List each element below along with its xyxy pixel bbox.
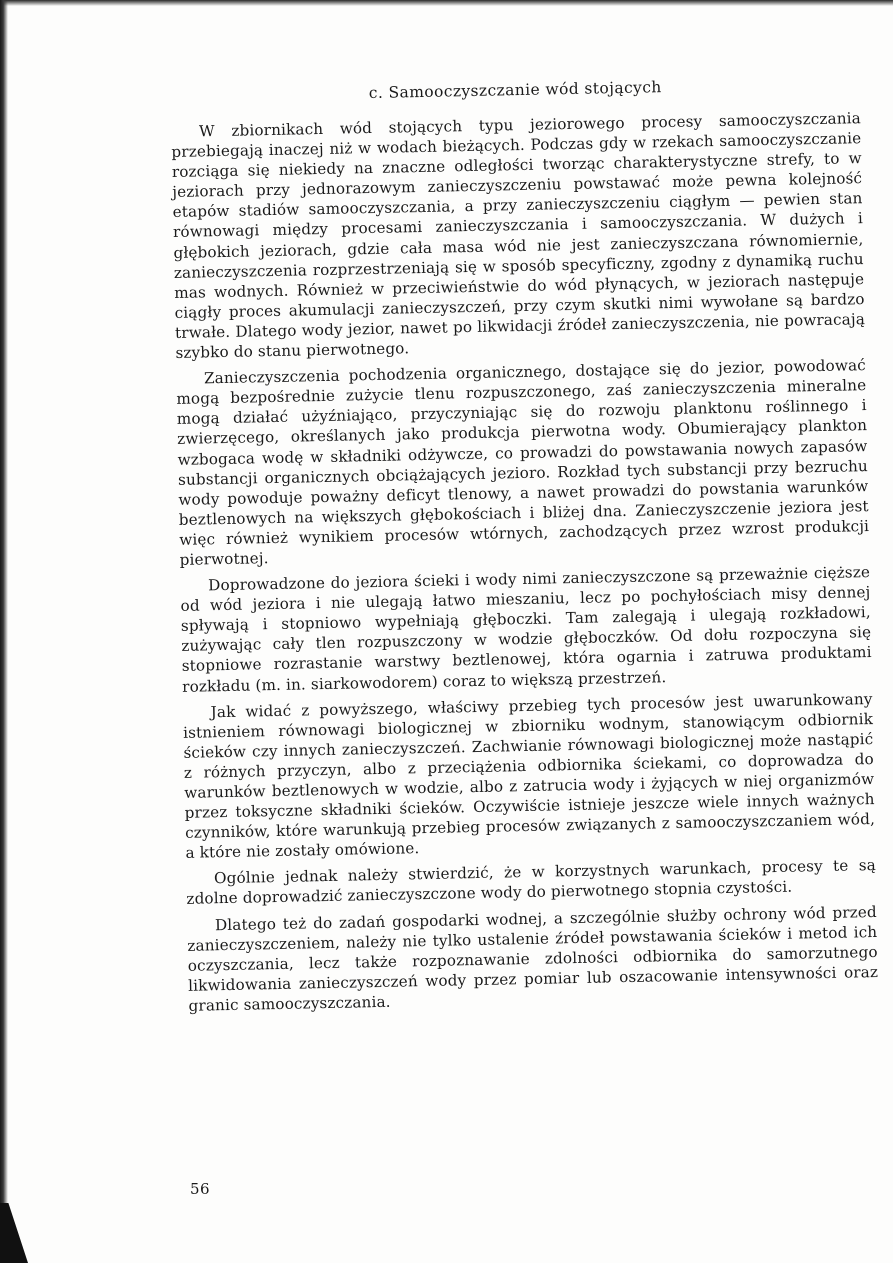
paragraph: Dlatego też do zadań gospodarki wodnej, a szczególnie służby ochrony wód przed zanieczyszczeniem, należy nie tylko ustalenie źródeł powstawania ścieków i metod ich oczyszczania, lecz także rozpoznawanie zdolności odbiornika do samorzutnego likwidowania zanieczyszczeń wody przez pomiar lub oszacowanie intensywności oraz granic samooczyszczania.: [187, 902, 879, 1015]
section-title: c. Samooczyszczanie wód stojących: [368, 78, 662, 103]
page-number: 56: [190, 1180, 211, 1198]
paragraph: W zbiornikach wód stojących typu jeziorowego procesy samooczyszczania przebiegają inaczej niż w wodach bieżących. Podczas gdy w rzekach samooczyszczanie rozciąga się niekiedy na znaczne odległości tworząc charakterystyczne strefy, to w jeziorach przy jednorazowym zanieczyszczeniu powstawać może pewna kolejność etapów stadiów samooczyszczania, a przy zanieczyszczeniu ciągłym — pewien stan równowagi między procesami zanieczyszczania i samooczyszczania. W dużych i głębokich jeziorach, gdzie cała masa wód nie jest zanieczyszczana równomiernie, zanieczyszczenia rozprzestrzeniają się w sposób specyficzny, zgodny z dynamiką ruchu mas wodnych. Również w przeciwieństwie do wód płynących, w jeziorach następuje ciągły proces akumulacji zanieczyszczeń, przy czym skutki nimi wywołane są bardzo trwałe. Dlatego wody jezior, nawet po likwidacji źródeł zanieczyszczenia, nie powracają szybko do stanu pierwotnego.: [171, 109, 866, 362]
scan-shadow-left: [0, 0, 8, 1263]
paragraph: Ogólnie jednak należy stwierdzić, że w korzystnych warunkach, procesy te są zdolne doprowadzić zanieczyszczone wody do pierwotnego stopnia czystości.: [186, 856, 877, 909]
page-content: [170, 66, 879, 1022]
paragraph: Doprowadzone do jeziora ścieki i wody nimi zanieczyszczone są przeważnie cięższe od wód jeziora i nie ulegają łatwo mieszaniu, lecz po pochyłościach misy dennej spływają i stopniowo wypełniają głęboczki. Tam zalegają i ulegają rozkładowi, zużywając cały tlen rozpuszczony w wodzie głęboczków. Od dołu rozpoczyna się stopniowe rozrastanie warstwy beztlenowej, która ogarnia i zatruwa produktami rozkładu (m. in. siarkowodorem) coraz to większą przestrzeń.: [180, 563, 872, 696]
paragraph: Jak widać z powyższego, właściwy przebieg tych procesów jest uwarunkowany istnieniem równowagi biologicznej w zbiorniku wodnym, stanowiącym odbiornik ścieków czy innych zanieczyszczeń. Zachwianie równowagi biologicznej może nastąpić z różnych przyczyn, albo z przeciążenia odbiornika ściekami, co doprowadza do warunków beztlenowych w wodzie, albo z zatrucia wody i żyjących w niej organizmów przez toksyczne składniki ścieków. Oczywiście istnieje jeszcze wiele innych ważnych czynników, które warunkują przebieg procesów związanych z samooczyszczaniem wód, a które nie zostały omówione.: [182, 689, 876, 863]
scan-corner-shadow: [0, 1203, 28, 1263]
paragraph: Zanieczyszczenia pochodzenia organicznego, dostające się do jezior, powodować mogą bezpośrednie zużycie tlenu rozpuszczonego, zaś zanieczyszczenia mineralne mogą działać użyźniająco, przyczyniając się do rozwoju planktonu roślinnego i zwierzęcego, określanych jako produkcja pierwotna wody. Obumierający plankton wzbogaca wodę w składniki odżywcze, co prowadzi do powstawania nowych zapasów substancji organicznych obciążających jezioro. Rozkład tych substancji przy bezruchu wody powoduje poważny deficyt tlenowy, a nawet prowadzi do powstania warunków beztlenowych na większych głębokościach i bliżej dna. Zanieczyszczenie jeziora jest więc również wynikiem procesów wtórnych, zachodzących przez wzrost produkcji pierwotnej.: [176, 356, 870, 569]
scan-shadow-top: [0, 0, 893, 6]
